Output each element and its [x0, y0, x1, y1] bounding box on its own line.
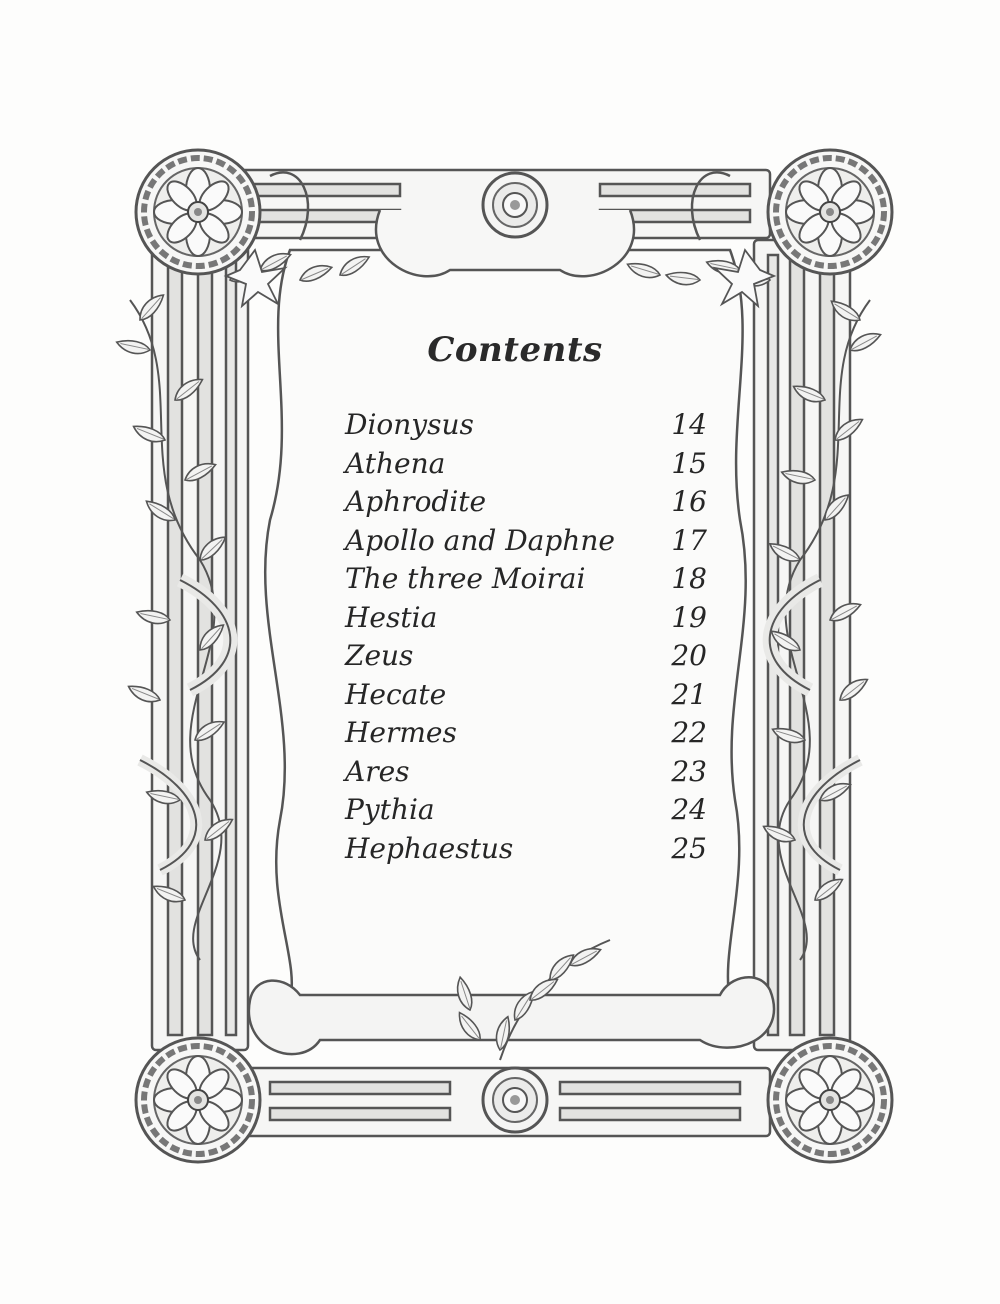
toc-entry[interactable] — [345, 522, 707, 561]
toc-entry-page: 24 — [671, 793, 707, 826]
toc-entry[interactable] — [345, 483, 707, 522]
toc-entry-title: Ares — [345, 754, 410, 788]
rosette-bottom-left-icon — [136, 1038, 260, 1162]
rosette-top-right-icon — [768, 150, 892, 274]
page-title: Contents — [427, 330, 603, 370]
toc-entry[interactable] — [345, 406, 707, 445]
toc-entry[interactable] — [345, 791, 707, 830]
toc-entry-title: Dionysus — [345, 408, 474, 441]
medallion-bottom-icon — [483, 1068, 547, 1132]
toc-entry-page: 14 — [671, 408, 707, 441]
toc-entry-title: Zeus — [345, 639, 414, 672]
toc-entry[interactable] — [345, 714, 707, 753]
toc-entry[interactable] — [345, 560, 707, 599]
toc-entry-page: 16 — [671, 485, 707, 518]
toc-entry-title: Hecate — [345, 677, 447, 711]
toc-entry-title: Apollo and Daphne — [345, 523, 615, 557]
toc-entry-title: Hephaestus — [345, 831, 514, 865]
rosette-bottom-right-icon — [768, 1038, 892, 1162]
toc-entry-title: The three Moirai — [345, 562, 586, 595]
toc-entry-page: 17 — [671, 523, 707, 557]
medallion-top-icon — [483, 173, 547, 237]
toc-entry-title: Hermes — [345, 716, 457, 749]
toc-entry-title: Hestia — [345, 600, 438, 634]
toc-entry-page: 21 — [671, 677, 707, 711]
toc-entry-page: 22 — [671, 716, 707, 749]
toc-entry-title: Pythia — [345, 793, 435, 826]
toc-entry[interactable] — [345, 637, 707, 676]
toc-entry-title: Athena — [345, 446, 446, 480]
rosette-top-left-icon — [136, 150, 260, 274]
toc-entry-page: 25 — [671, 831, 707, 865]
toc-entry-page: 23 — [671, 754, 707, 788]
toc-entry-page: 19 — [671, 600, 707, 634]
toc-entry[interactable] — [345, 830, 707, 869]
table-of-contents — [345, 406, 707, 868]
toc-entry[interactable] — [345, 753, 707, 792]
toc-entry-title: Aphrodite — [345, 485, 487, 518]
toc-entry-page: 20 — [671, 639, 707, 672]
toc-entry-page: 18 — [671, 562, 707, 595]
toc-entry[interactable] — [345, 445, 707, 484]
toc-entry[interactable] — [345, 599, 707, 638]
toc-entry-page: 15 — [671, 446, 707, 480]
toc-entry[interactable] — [345, 676, 707, 715]
